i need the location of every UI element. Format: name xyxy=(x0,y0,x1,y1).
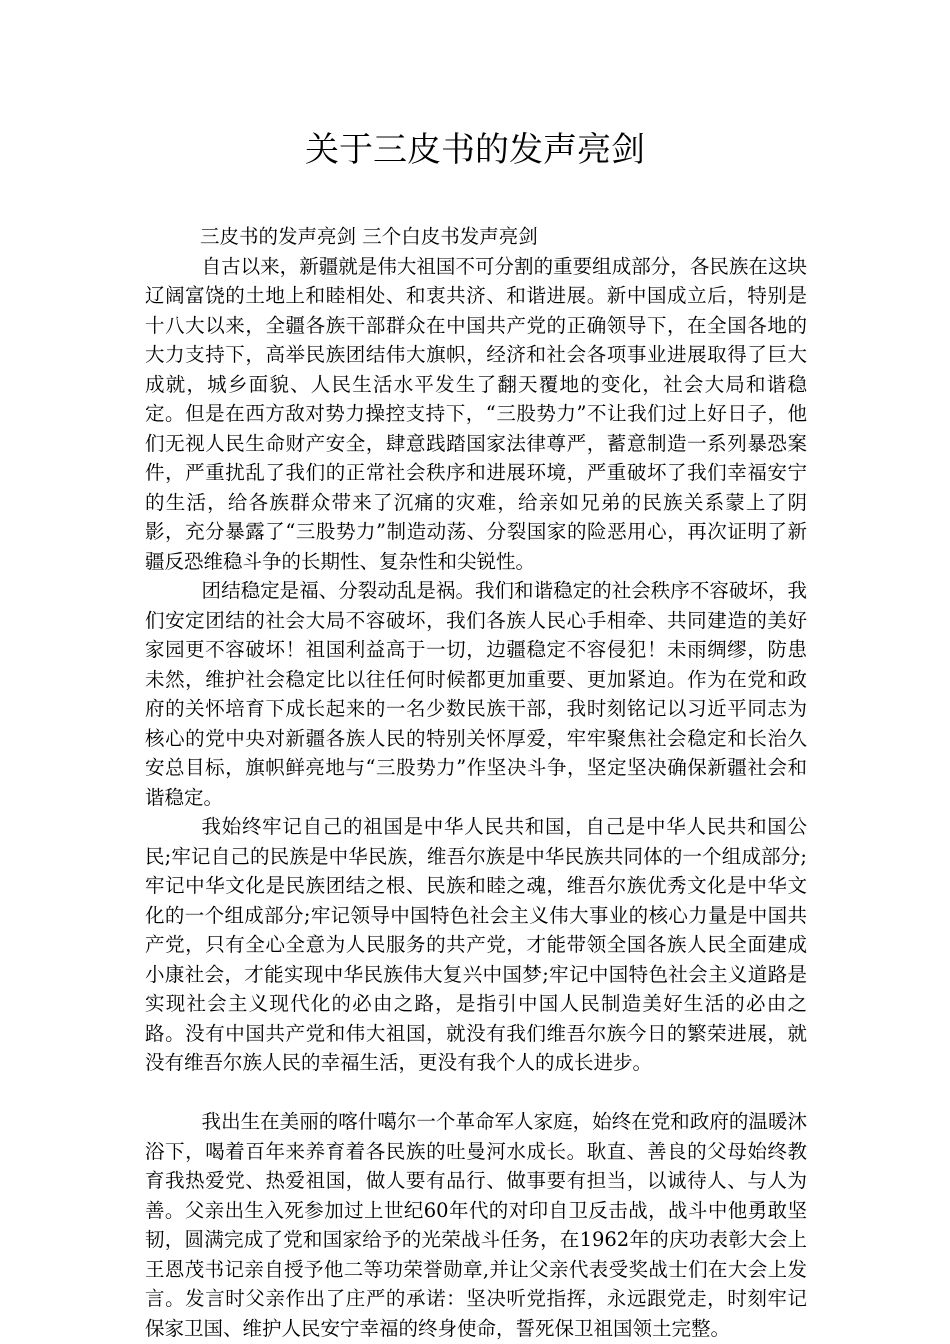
paragraph-2: 团结稳定是福、分裂动乱是祸。我们和谐稳定的社会秩序不容破坏，我们安定团结的社会大局不容破坏，我们各族人民心手相牵、共同建造的美好家园更不容破坏！祖国利益高于一切，边疆稳定不容侵犯！未雨绸缪，防患未然，维护社会稳定比以往任何时候都更加重要、更加紧迫。作为在党和政府的关怀培育下成长起来的一名少数民族干部，我时刻铭记以习近平同志为核心的党中央对新疆各族人民的特别关怀厚爱，牢牢聚焦社会稳定和长治久安总目标，旗帜鲜亮地与“三股势力”作坚决斗争，坚定坚决确保新疆社会和谐稳定。 xyxy=(145,579,807,809)
paragraph-3: 我始终牢记自己的祖国是中华人民共和国，自己是中华人民共和国公民;牢记自己的民族是中华民族，维吾尔族是中华民族共同体的一个组成部分;牢记中华文化是民族团结之根、民族和睦之魂，维吾尔族优秀文化是中华文化的一个组成部分;牢记领导中国特色社会主义伟大事业的核心力量是中国共产党，只有全心全意为人民服务的共产党，才能带领全国各族人民全面建成小康社会，才能实现中华民族伟大复兴中国梦;牢记中国特色社会主义道路是实现社会主义现代化的必由之路，是指引中国人民制造美好生活的必由之路。没有中国共产党和伟大祖国，就没有我们维吾尔族今日的繁荣进展，就没有维吾尔族人民的幸福生活，更没有我个人的成长进步。 xyxy=(145,815,807,1074)
paragraph-4: 我出生在美丽的喀什噶尔一个革命军人家庭，始终在党和政府的温暖沐浴下，喝着百年来养育着各民族的吐曼河水成长。耿直、善良的父母始终教育我热爱党、热爱祖国，做人要有品行、做事要有担当，以诚待人、与人为善。父亲出生入死参加过上世纪60年代的对印自卫反击战，战斗中他勇敢坚韧，圆满完成了党和国家给予的光荣战斗任务，在1962年的庆功表彰大会上王恩茂书记亲自授予他二等功荣誉勋章,并让父亲代表受奖战士们在大会上发言。发言时父亲作出了庄严的承诺：坚决听党指挥，永远跟党走，时刻牢记保家卫国、维护人民安宁幸福的终身使命，誓死保卫祖国领土完整。 xyxy=(145,1110,807,1340)
document-subtitle: 三皮书的发声亮剑 三个白皮书发声亮剑 xyxy=(200,225,538,248)
document-body xyxy=(145,222,807,1343)
paragraph-1: 自古以来，新疆就是伟大祖国不可分割的重要组成部分，各民族在这块辽阔富饶的土地上和睦相处、和衷共济、和谐进展。新中国成立后，特别是十八大以来，全疆各族干部群众在中国共产党的正确领导下，在全国各地的大力支持下，高举民族团结伟大旗帜，经济和社会各项事业进展取得了巨大成就，城乡面貌、人民生活水平发生了翻天覆地的变化，社会大局和谐稳定。但是在西方敌对势力操控支持下，“三股势力”不让我们过上好日子，他们无视人民生命财产安全，肆意践踏国家法律尊严，蓄意制造一系列暴恐案件，严重扰乱了我们的正常社会秩序和进展环境，严重破坏了我们幸福安宁的生活，给各族群众带来了沉痛的灾难，给亲如兄弟的民族关系蒙上了阴影，充分暴露了“三股势力”制造动荡、分裂国家的险恶用心，再次证明了新疆反恐维稳斗争的长期性、复杂性和尖锐性。 xyxy=(145,254,807,573)
document-title: 关于三皮书的发声亮剑 xyxy=(305,130,645,170)
